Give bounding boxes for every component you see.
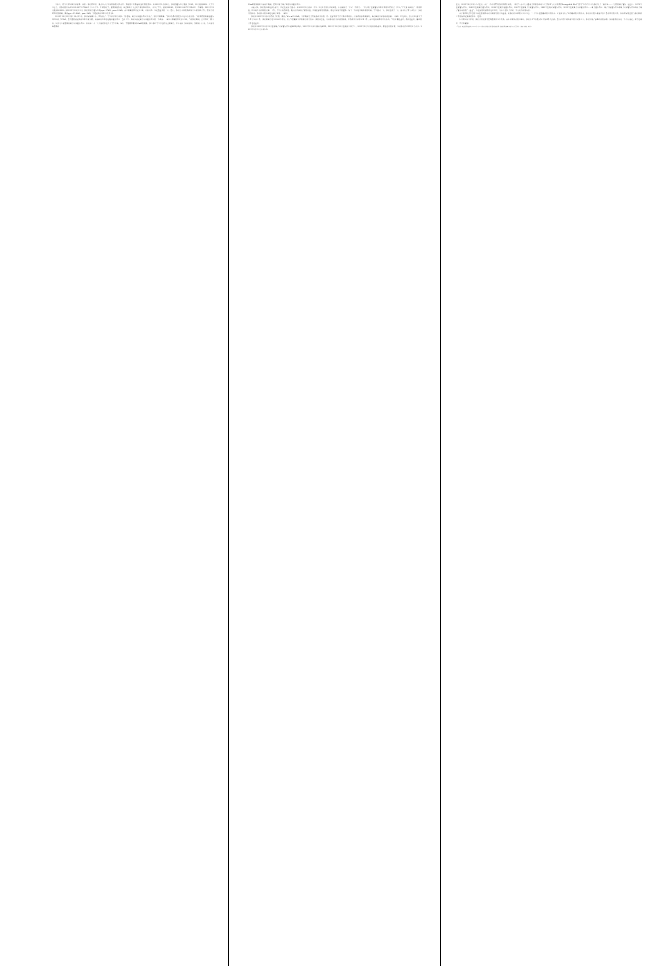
paragraph: 2012年10月12日晚上10点35分，我回家刚停下车，短信到了。学生常翠祖告诉我：“薛老师，量子反常霍尔效应出来了，等待详细测量。”我几乎都不知道自己是怎么锁车的。当时测得的数据是霍尔电阻达到了17kΩ，最关键的就是纵向电阻出现下降，以前纵向电阻总是随着霍尔效应一直在上升。所以这就是量子反常霍尔效应的一个迹象。（图1）测量的温度为1.5K，当时我们想到，只要温度一降下来，应该马上就能测到量子反常霍尔效应。所以第二天一大早就联系复旦大学李世燕，他有一台能降温降到10mK的仪器，我立即让学生打包样品去测量了，但中间由于种种原因，没测到。后来，吕力就用他能降到 — [52, 17, 214, 28]
paragraph: 我们在2012年10月12日发现量子反常霍尔效应(QAHE)迹象，2012年12月6日确认QAHE，2012年12月21日投稿到《科学》，2013年2月5日收到审稿意见，都是很高的评价，这使我们开心地度过了春节。2013年3月15日文章在线 — [248, 26, 422, 31]
column-divider — [440, 0, 441, 966]
paragraph: 发表，2013年4月13日正式发表。由于三个评审给出的评价都非常高，《科学》杂志专门邀请美国新泽西州立大学物理与天文系教授Seongshik Oh在“展望”这个栏目中为我们写了一篇评述——《完整的量子霍尔三重奏》。1879年发现霍尔效应，1980年发现量子霍尔效应，2004年发现自旋霍尔效应，2007年发现量子自旋霍尔效应，1881年发现反常霍尔效应，2012年发现量子反常霍尔效应……量子霍尔效应、量子自旋霍尔效应和量子反常霍尔效应组成了量子霍尔家族的“三重奏”，这其间的时间跨度是133年，基本上超过了任何一个人类个体的寿命。 — [456, 5, 642, 13]
paragraph: 我们在2012年12月6日得到了结果，测到了h/e²=25.8kΩ，实验数据完美得就像画出来的一样。很多国外学者开始不敢相信，后来看到原始数据时，他们感到非常惊讶和钦佩。（图3）3年多来，先后有20多个学生参与这项工作，我们测量了超过1000个样品，用了5套精密实验仪器与相关技术。我的体会是，尽管我们有非常好的仪器，但仍然要非常努力地工作，而且遇到困难时要有信心，坚持不懈很重要，勤奋很重要，精诚的合作也很重要。 — [248, 17, 422, 25]
column-3 — [456, 4, 642, 966]
paragraph: 实际上，整个实验过程非常艰难、曲折。我们曾经用一张表记录了不同阶段的实验内容、采取的主要措施以及结果的变化。从2010年1月到4月，我们的霍尔电子做到了10Ω，11月做到80Ω。大半年过去了，离我们的目标25812.807557Ω还差十万八千里。年轻的同学，如果换做你们，还会继续干下去吗？我们继续努力，又过了半年，做到3000Ω，离25812.807557Ω还差一个量级。2011年12月做到4000Ω；到2012年10月12日，我们看到了霍尔电阻ρyx~17kΩ，ρxx~18kΩ，而且测量的温度是1.5K，不算太低。这是最重要的一天。最后，我们与中科院物理所吕力研究组合作，得到了更低温度的测量，测到ρyx~25.8kΩ，ρxx~2kΩ，关键是纵向电阻几乎变为0。 — [52, 5, 214, 16]
column-divider — [228, 0, 229, 966]
column-1 — [52, 4, 214, 966]
paragraph: 在开始这项实验时，我们并没有期望最终能测出这个结果；而在不断探索的过程中，我们日益坚信能对这个领域作出贡献；最后在整个团队师生的共同努力下，我们实现了意想不到的成绩。所以如果再补充一个启示就是，科学也需要一些冒险精神。 — [456, 20, 642, 25]
paragraph: 20mK的仪器加上前两个数据，最终实现了量子化的反常霍尔效应。 — [248, 5, 302, 6]
paragraph: 由此可见，我们的历程是多么艰辛，但是也充满了激动。从2010年1月到第二年2、3月几乎没有任何进展，中间碰到了一个又一个难关。一年后终于发现霍尔电阻开始明显增加了，但过了半年多又碰到了一系列难题，经过师生们不断的讨论、工作，半年后取得进展，随后再次碰到了新的问题，出现很多研究的瓶颈，那是非常艰辛的跋涉。每当一个问题出现转机的时候，学生激动一下，我们也高兴一下，就又有了勇气进行下一步艰苦的探索。我们奋斗的历程也是量子化的。（图2） — [248, 8, 423, 16]
column-2 — [248, 4, 422, 966]
editor-credit: （全文完。本文根据薛其坤院士2013年4月27日做客清华论坛所作报告编辑整理。编辑整理/程曦 张硕 向小雨 贾曹宇 马逸昕 韩靖北 周诗宇） — [456, 26, 533, 28]
paragraph: 由于我国经济社会的全面发展和国家对基础研究的日益重视，使我们有足够的实力在过去一二十年中发展精密的实验技术。正是因为有了这样精密的实验技术，我们才有能力挑战世界上最有难度的实验，所以国家的发展与我们科研工作的前途是紧密联系在一起的。 — [456, 14, 642, 19]
